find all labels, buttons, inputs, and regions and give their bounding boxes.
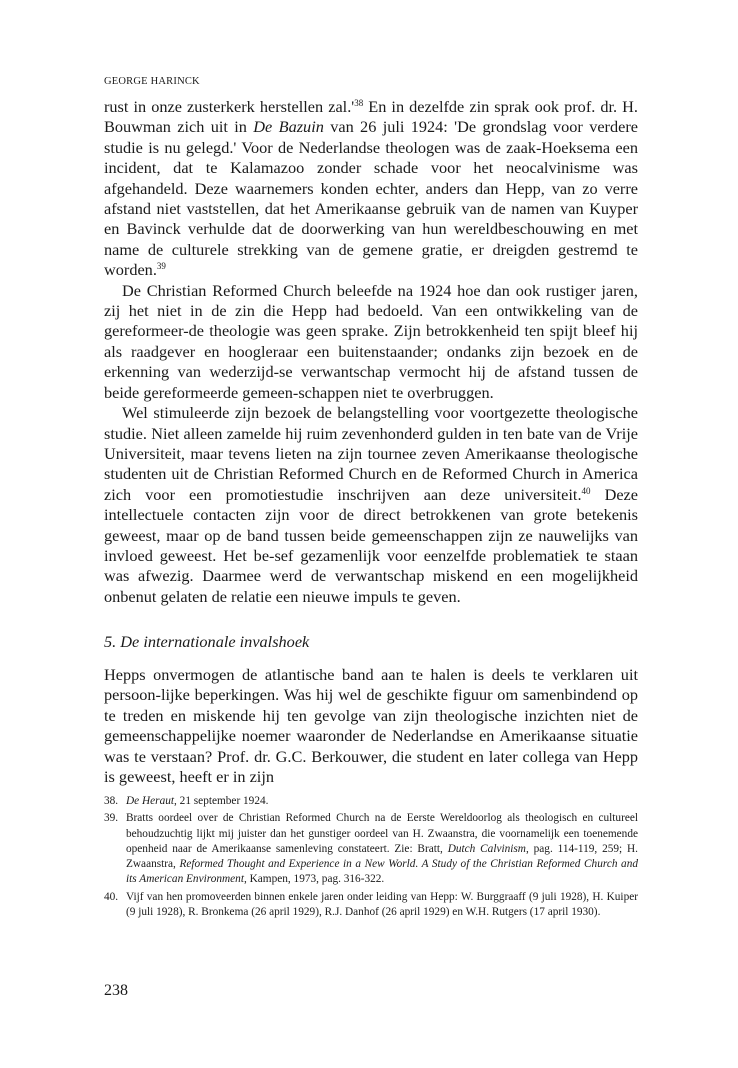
paragraph-1: rust in onze zusterkerk herstellen $zal.'^{38}$ En in dezelfde zin sprak ook prof. dr. H. Bouwman zich uit in De Bazuin van 26 juli 1924: 'De grondslag voor verdere studie is nu gelegd.' Voor de Nederlandse theologen was de zaak-Hoeksema een incident, dat te Kalamazoo zonder schade voor het neocalvinisme was afgehandeld. Deze waarnemers konden echter, anders dan Hepp, van zo verre afstand niet vaststellen, dat het Amerikaanse gebruik van de namen van Kuyper en Bavinck verhulde dat de doorwerking van hun wereldbeschouwing en met name de culturele strekking van de gemene gratie, er dreigden gestremd te worden.$^{39}$ [104, 97, 638, 280]
page-number: 238 [104, 982, 128, 999]
paragraph-3: Wel stimuleerde zijn bezoek de belangstelling voor voortgezette theologische studie. Niet alleen zamelde hij ruim zevenhonderd gulden in ten bate van de Vrije Universiteit, maar tevens lieten na zijn tournee zeven Amerikaanse theologische studenten uit de Christian Reformed Church en de Reformed Church in America zich voor een promotiestudie inschrijven aan deze universiteit.$^{40}$ Deze intellectuele contacten zijn voor de direct betrokkenen van grote betekenis geweest, maar op de band tussen beide gemeenschappen zijn ze nauwelijks van invloed geweest. Het be-sef gezamenlijk voor eenzelfde problematiek te staan was afwezig. Daarmee werd de verwantschap miskend en een mogelijkheid onbenut gelaten de relatie een nieuwe impuls te geven. [104, 403, 638, 606]
footnote-ref-39: 39 [156, 261, 166, 272]
footnote-40: 40. Vijf van hen promoveerden binnen enkele jaren onder leiding van Hepp: W. Burggraaff (9 juli 1928), H. Kuiper (9 juli 1928), R. Bronkema (26 april 1929), R.J. Danhof (26 april 1929) en W.H. Rutgers (17 april 1930). [104, 890, 638, 919]
section-body [104, 665, 638, 787]
publication-title: De Bazuin [253, 117, 324, 137]
footnote-39: 39. Bratts oordeel over de Christian Reformed Church na de Eerste Wereldoorlog als theologisch en cultureel behoudzuchtig lijkt mij juister dan het gunstiger oordeel van H. Zwaanstra, die voornamelijk een toenemende openheid naar de Amerikaanse samenleving constateert. Zie: Bratt, Dutch Calvinism, pag. 114-119, 259; H. Zwaanstra, Reformed Thought and Experience in a New World. A Study of the Christian Reformed Church and its American Environment, Kampen, 1973, pag. 316-322. [104, 812, 639, 886]
footnotes [104, 794, 638, 922]
paragraph-2: De Christian Reformed Church beleefde na 1924 hoe dan ook rustiger jaren, zij het niet in de zin die Hepp had bedoeld. Van een ontwikkeling van de gereformeer-de theologie was geen sprake. Zijn betrokkenheid ten spijt bleef hij als raadgever en hoogleraar een buitenstaander; ondanks zijn bezoek en de erkenning van wederzijd-se verwantschap vermocht hij de afstand tussen de beide gereformeerde gemeen-schappen niet te overbruggen. [104, 280, 638, 402]
running-head: GEORGE HARINCK [104, 76, 200, 87]
footnote-ref-40: 40 [581, 485, 591, 496]
paragraph-4: Hepps onvermogen de atlantische band aan te halen is deels te verklaren uit persoon-lijke beperkingen. Was hij wel de geschikte figuur om samenbindend op te treden en miskende hij ten gevolge van zijn theologische inzichten niet de gemeenschappelijke noemer waaronder de Nederlandse en Amerikaanse situatie was te verstaan? Prof. dr. G.C. Berkouwer, die student en later collega van Hepp is geweest, heeft er in zijn [104, 665, 638, 787]
section-heading: 5. De internationale invalshoek [104, 632, 310, 651]
body-text [104, 97, 638, 607]
footnote-38: 38. De Heraut, 21 september 1924. [104, 795, 269, 807]
footnote-ref-38: 38 [354, 98, 364, 108]
